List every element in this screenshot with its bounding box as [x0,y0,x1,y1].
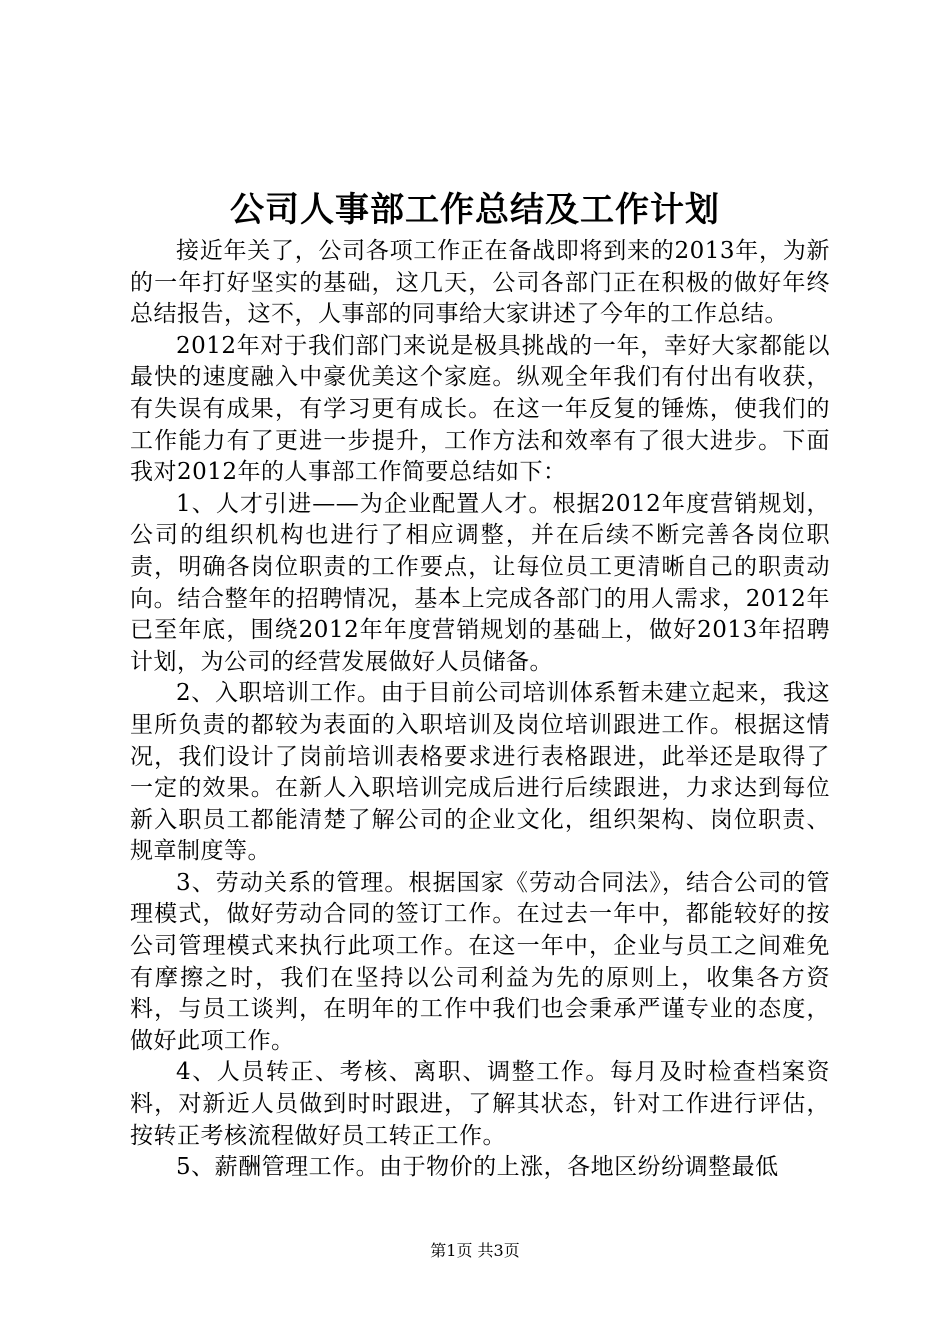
paragraph-talent-recruitment: 1、人才引进——为企业配置人才。根据2012年度营销规划，公司的组织机构也进行了相应调整，并在后续不断完善各岗位职责，明确各岗位职责的工作要点，让每位员工更清晰自己的职责动向。结合整年的招聘情况，基本上完成各部门的用人需求，2012年已至年底，围绕2012年年度营销规划的基础上，做好2013年招聘计划，为公司的经营发展做好人员储备。 [130,490,830,675]
page-number-footer: 第1页 共3页 [430,1241,520,1260]
document-title: 公司人事部工作总结及工作计划 [230,190,720,230]
paragraph-intro: 接近年关了，公司各项工作正在备战即将到来的2013年，为新的一年打好坚实的基础，这几天，公司各部门正在积极的做好年终总结报告，这不，人事部的同事给大家讲述了今年的工作总结。 [130,238,830,328]
paragraph-onboarding-training: 2、入职培训工作。由于目前公司培训体系暂未建立起来，我这里所负责的都较为表面的入职培训及岗位培训跟进工作。根据这情况，我们设计了岗前培训表格要求进行表格跟进，此举还是取得了一定的效果。在新人入职培训完成后进行后续跟进，力求达到每位新入职员工都能清楚了解公司的企业文化，组织架构、岗位职责、规章制度等。 [130,680,830,865]
paragraph-labor-relations: 3、劳动关系的管理。根据国家《劳动合同法》，结合公司的管理模式，做好劳动合同的签订工作。在过去一年中，都能较好的按公司管理模式来执行此项工作。在这一年中，企业与员工之间难免有摩擦之时，我们在坚持以公司利益为先的原则上，收集各方资料，与员工谈判，在明年的工作中我们也会秉承严谨专业的态度，做好此项工作。 [130,869,830,1054]
paragraph-staff-changes: 4、人员转正、考核、离职、调整工作。每月及时检查档案资料，对新近人员做到时时跟进，了解其状态，针对工作进行评估，按转正考核流程做好员工转正工作。 [130,1059,830,1149]
document-body [130,236,830,1184]
paragraph-compensation: 5、薪酬管理工作。由于物价的上涨，各地区纷纷调整最低 [176,1154,779,1181]
paragraph-overview: 2012年对于我们部门来说是极具挑战的一年，幸好大家都能以最快的速度融入中豪优美这个家庭。纵观全年我们有付出有收获，有失误有成果，有学习更有成长。在这一年反复的锤炼，使我们的工作能力有了更进一步提升，工作方法和效率有了很大进步。下面我对2012年的人事部工作简要总结如下： [130,332,830,486]
